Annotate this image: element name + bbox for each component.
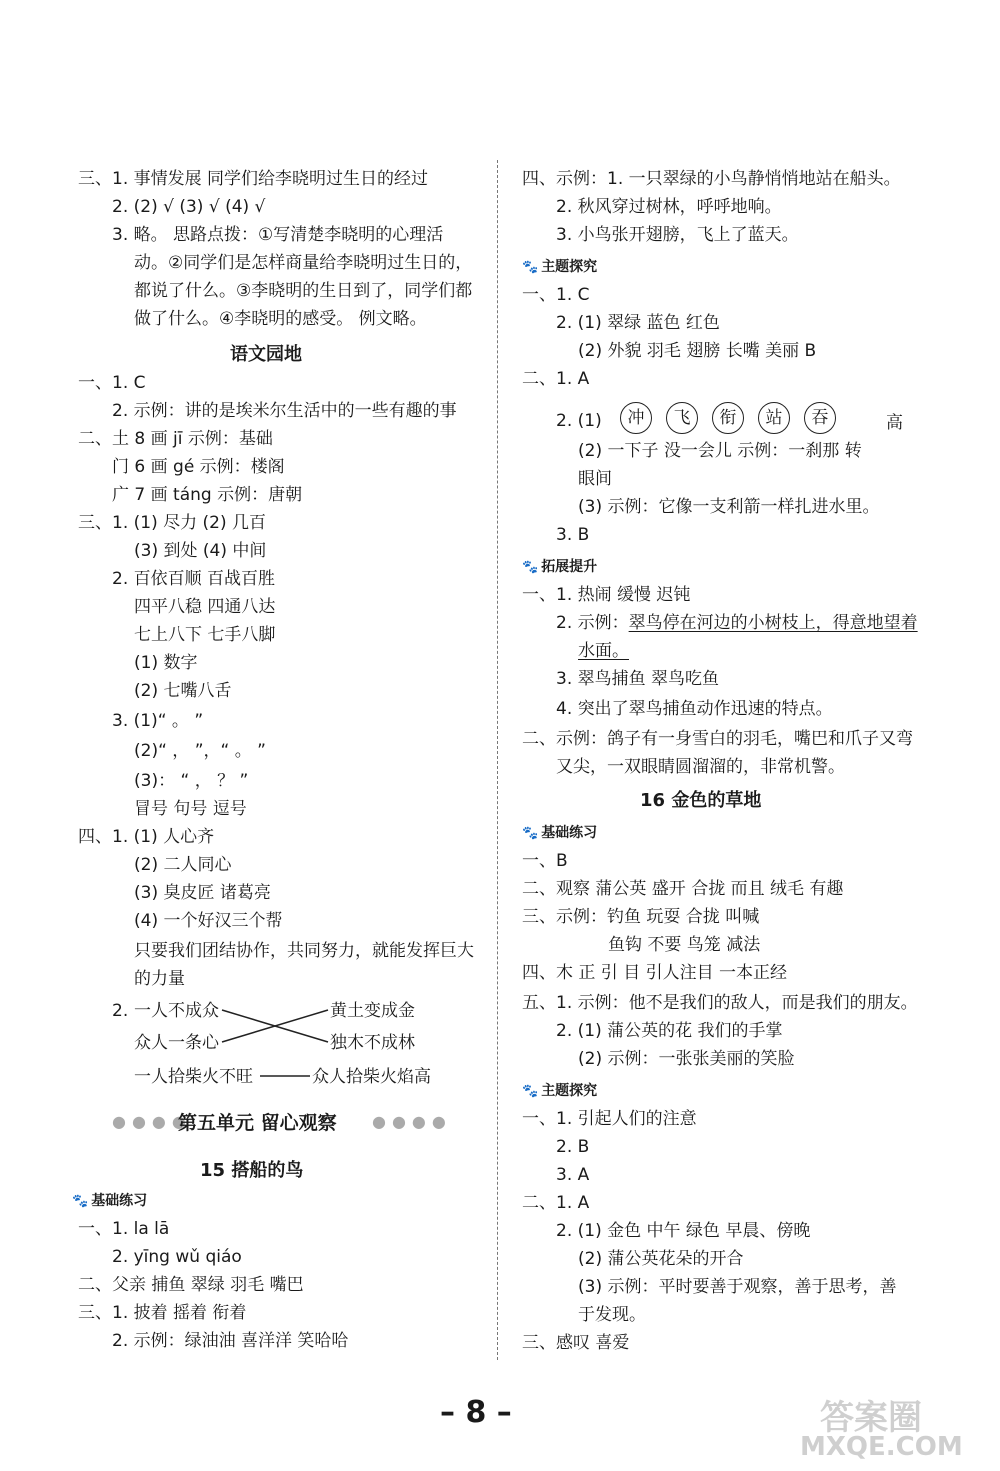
answer-line: 3. 小鸟张开翅膀，飞上了蓝天。 [556, 225, 799, 245]
answer-line: 三、1. 披着 摇着 衔着 [78, 1303, 247, 1323]
answer-line: 眼间 [578, 469, 612, 489]
paw-icon: 🐾 [522, 260, 539, 275]
answer-line: 三、1. (1) 尽力 (2) 几百 [78, 513, 266, 533]
answer-line: 2. (2) √ (3) √ (4) √ [112, 197, 266, 217]
answer-line: 4. 突出了翠鸟捕鱼动作迅速的特点。 [556, 699, 833, 719]
answer-line: 做了什么。④李晓明的感受。 例文略。 [134, 309, 427, 329]
section-label [522, 556, 597, 576]
section-heading: 语文园地 [230, 344, 302, 365]
answer-line: 四平八稳 四通八达 [134, 597, 276, 617]
answer-line: 都说了什么。③李晓明的生日到了，同学们都 [134, 281, 473, 301]
answer-line: 二、观察 蒲公英 盛开 合拢 而且 绒毛 有趣 [522, 879, 844, 899]
answer-line: (2) 外貌 羽毛 翅膀 长嘴 美丽 B [578, 341, 817, 361]
answer-line: (2) 蒲公英花朵的开合 [578, 1249, 744, 1269]
answer-line: 的力量 [134, 969, 185, 989]
circled-char: 站 [758, 402, 790, 434]
answer-line: 一、1. 热闹 缓慢 迟钝 [522, 585, 691, 605]
answer-line: 门 6 画 gé 示例：楼阁 [112, 457, 285, 477]
answer-line: 2. (1) 蒲公英的花 我们的手掌 [556, 1021, 783, 1041]
match-right-item: 黄土变成金 [330, 1001, 415, 1021]
answer-prefix: 2. 示例： [556, 613, 629, 633]
section-label [522, 256, 597, 276]
answer-line: 七上八下 七手八脚 [134, 625, 276, 645]
matching-lines [210, 995, 330, 1085]
answer-line: 2. 秋风穿过树林，呼呼地响。 [556, 197, 782, 217]
match-right-item: 独木不成林 [330, 1033, 415, 1053]
match-left-item: 众人一条心 [134, 1033, 219, 1053]
answer-line: 2. B [556, 1137, 590, 1157]
answer-line: 一、1. 引起人们的注意 [522, 1109, 697, 1129]
answer-line: (3)： “ ， ？ ” [134, 771, 249, 791]
answer-line: 四、示例：1. 一只翠绿的小鸟静悄悄地站在船头。 [522, 169, 901, 189]
answer-line: 鱼钩 不要 鸟笼 减法 [608, 935, 761, 955]
column-divider [497, 160, 498, 1360]
paw-icon: 🐾 [72, 1194, 89, 1209]
paw-icon: 🐾 [522, 1084, 539, 1099]
section-label [72, 1190, 147, 1210]
answer-line: 3. A [556, 1165, 590, 1185]
decorative-dots: ●●●● [112, 1112, 192, 1131]
section-label [522, 1080, 597, 1100]
circled-char: 吞 [804, 402, 836, 434]
answer-line: 二、土 8 画 jī 示例：基础 [78, 429, 273, 449]
paw-icon: 🐾 [522, 826, 539, 841]
question-number: 2. [112, 1001, 129, 1021]
answer-line: (2) 七嘴八舌 [134, 681, 232, 701]
answer-line [556, 612, 918, 634]
circled-char: 飞 [666, 402, 698, 434]
answer-line: 于发现。 [578, 1305, 646, 1325]
answer-line: 一、1. la lā [78, 1219, 170, 1239]
answer-line: (2)“ ， ”，“ 。 ” [134, 741, 266, 761]
section-label-text: 基础练习 [91, 1193, 148, 1209]
answer-line: (4) 一个好汉三个帮 [134, 911, 283, 931]
answer-line: (2) 二人同心 [134, 855, 232, 875]
answer-line: 2. yīng wǔ qiáo [112, 1247, 242, 1267]
answer-line: 冒号 句号 逗号 [134, 799, 247, 819]
answer-line: 三、感叹 喜爱 [522, 1333, 630, 1353]
answer-line: 2. 百依百顺 百战百胜 [112, 569, 276, 589]
answer-line: 二、示例：鸽子有一身雪白的羽毛，嘴巴和爪子又弯 [522, 729, 913, 749]
section-label-text: 主题探究 [541, 1083, 598, 1099]
answer-line: (2) 示例：一张张美丽的笑脸 [578, 1049, 795, 1069]
decorative-dots: ●●●● [372, 1112, 452, 1131]
answer-line: 三、1. 事情发展 同学们给李晓明过生日的经过 [78, 169, 429, 189]
answer-line: 四、1. (1) 人心齐 [78, 827, 215, 847]
answer-line: (3) 臭皮匠 诸葛亮 [134, 883, 271, 903]
answer-line: 2. (1) 金色 中午 绿色 早晨、傍晚 [556, 1221, 811, 1241]
lesson-title: 15 搭船的鸟 [200, 1160, 304, 1181]
answer-line: 广 7 画 táng 示例：唐朝 [112, 485, 303, 505]
answer-line: (2) 一下子 没一会儿 示例：一刹那 转 [578, 441, 862, 461]
underlined-answer: 水面。 [578, 641, 629, 661]
answer-line: (3) 到处 (4) 中间 [134, 541, 267, 561]
unit-title: 第五单元 留心观察 [178, 1112, 337, 1134]
answer-line: 五、1. 示例：他不是我们的敌人，而是我们的朋友。 [522, 993, 918, 1013]
answer-line: 3. 翠鸟捕鱼 翠鸟吃鱼 [556, 669, 720, 689]
answer-line: 二、父亲 捕鱼 翠绿 羽毛 嘴巴 [78, 1275, 304, 1295]
section-label-text: 主题探究 [541, 259, 598, 275]
answer-line: 3. (1)“ 。 ” [112, 711, 204, 731]
page-number: – 8 – [440, 1395, 512, 1430]
question-number: 2. (1) [556, 411, 602, 431]
answer-line: 一、1. C [522, 285, 590, 305]
match-left-item: 一人拾柴火不旺 [134, 1067, 253, 1087]
answer-line: (3) 示例：平时要善于观察，善于思考，善 [578, 1277, 897, 1297]
answer-line: 一、1. C [78, 373, 146, 393]
underlined-answer: 翠鸟停在河边的小树枝上，得意地望着 [628, 613, 918, 633]
answer-line: (3) 示例：它像一支利箭一样扎进水里。 [578, 497, 880, 517]
answer-line: 动。②同学们是怎样商量给李晓明过生日的， [134, 253, 473, 273]
circled-char: 衔 [712, 402, 744, 434]
answer-line: 二、1. A [522, 1193, 590, 1213]
answer-line: 只要我们团结协作，共同努力，就能发挥巨大 [134, 941, 474, 961]
watermark-site: MXQE.COM [800, 1432, 963, 1462]
answer-line: 2. 示例：讲的是埃米尔生活中的一些有趣的事 [112, 401, 457, 421]
answer-line: 三、示例：钓鱼 玩耍 合拢 叫喊 [522, 907, 760, 927]
answer-line: 3. B [556, 525, 590, 545]
answer-line: 一、B [522, 851, 568, 871]
answer-text: 高 [886, 413, 903, 433]
circled-words [620, 402, 850, 434]
circled-char: 冲 [620, 402, 652, 434]
section-label-text: 基础练习 [541, 825, 598, 841]
answer-line: 又尖，一双眼睛圆溜溜的，非常机警。 [556, 757, 845, 777]
answer-line: 二、1. A [522, 369, 590, 389]
lesson-title: 16 金色的草地 [640, 790, 762, 811]
answer-line: 3. 略。 思路点拨：①写清楚李晓明的心理活 [112, 225, 444, 245]
match-left-item: 一人不成众 [134, 1001, 219, 1021]
answer-line: 2. 示例：绿油油 喜洋洋 笑哈哈 [112, 1331, 349, 1351]
answer-line: (1) 数字 [134, 653, 198, 673]
section-label [522, 822, 597, 842]
answer-line: 2. (1) 翠绿 蓝色 红色 [556, 313, 720, 333]
match-right-item: 众人拾柴火焰高 [312, 1067, 431, 1087]
answer-line: 四、木 正 引 目 引人注目 一本正经 [522, 963, 788, 983]
watermark-brand: 答案圈 [820, 1398, 922, 1438]
paw-icon: 🐾 [522, 560, 539, 575]
section-label-text: 拓展提升 [541, 559, 598, 575]
